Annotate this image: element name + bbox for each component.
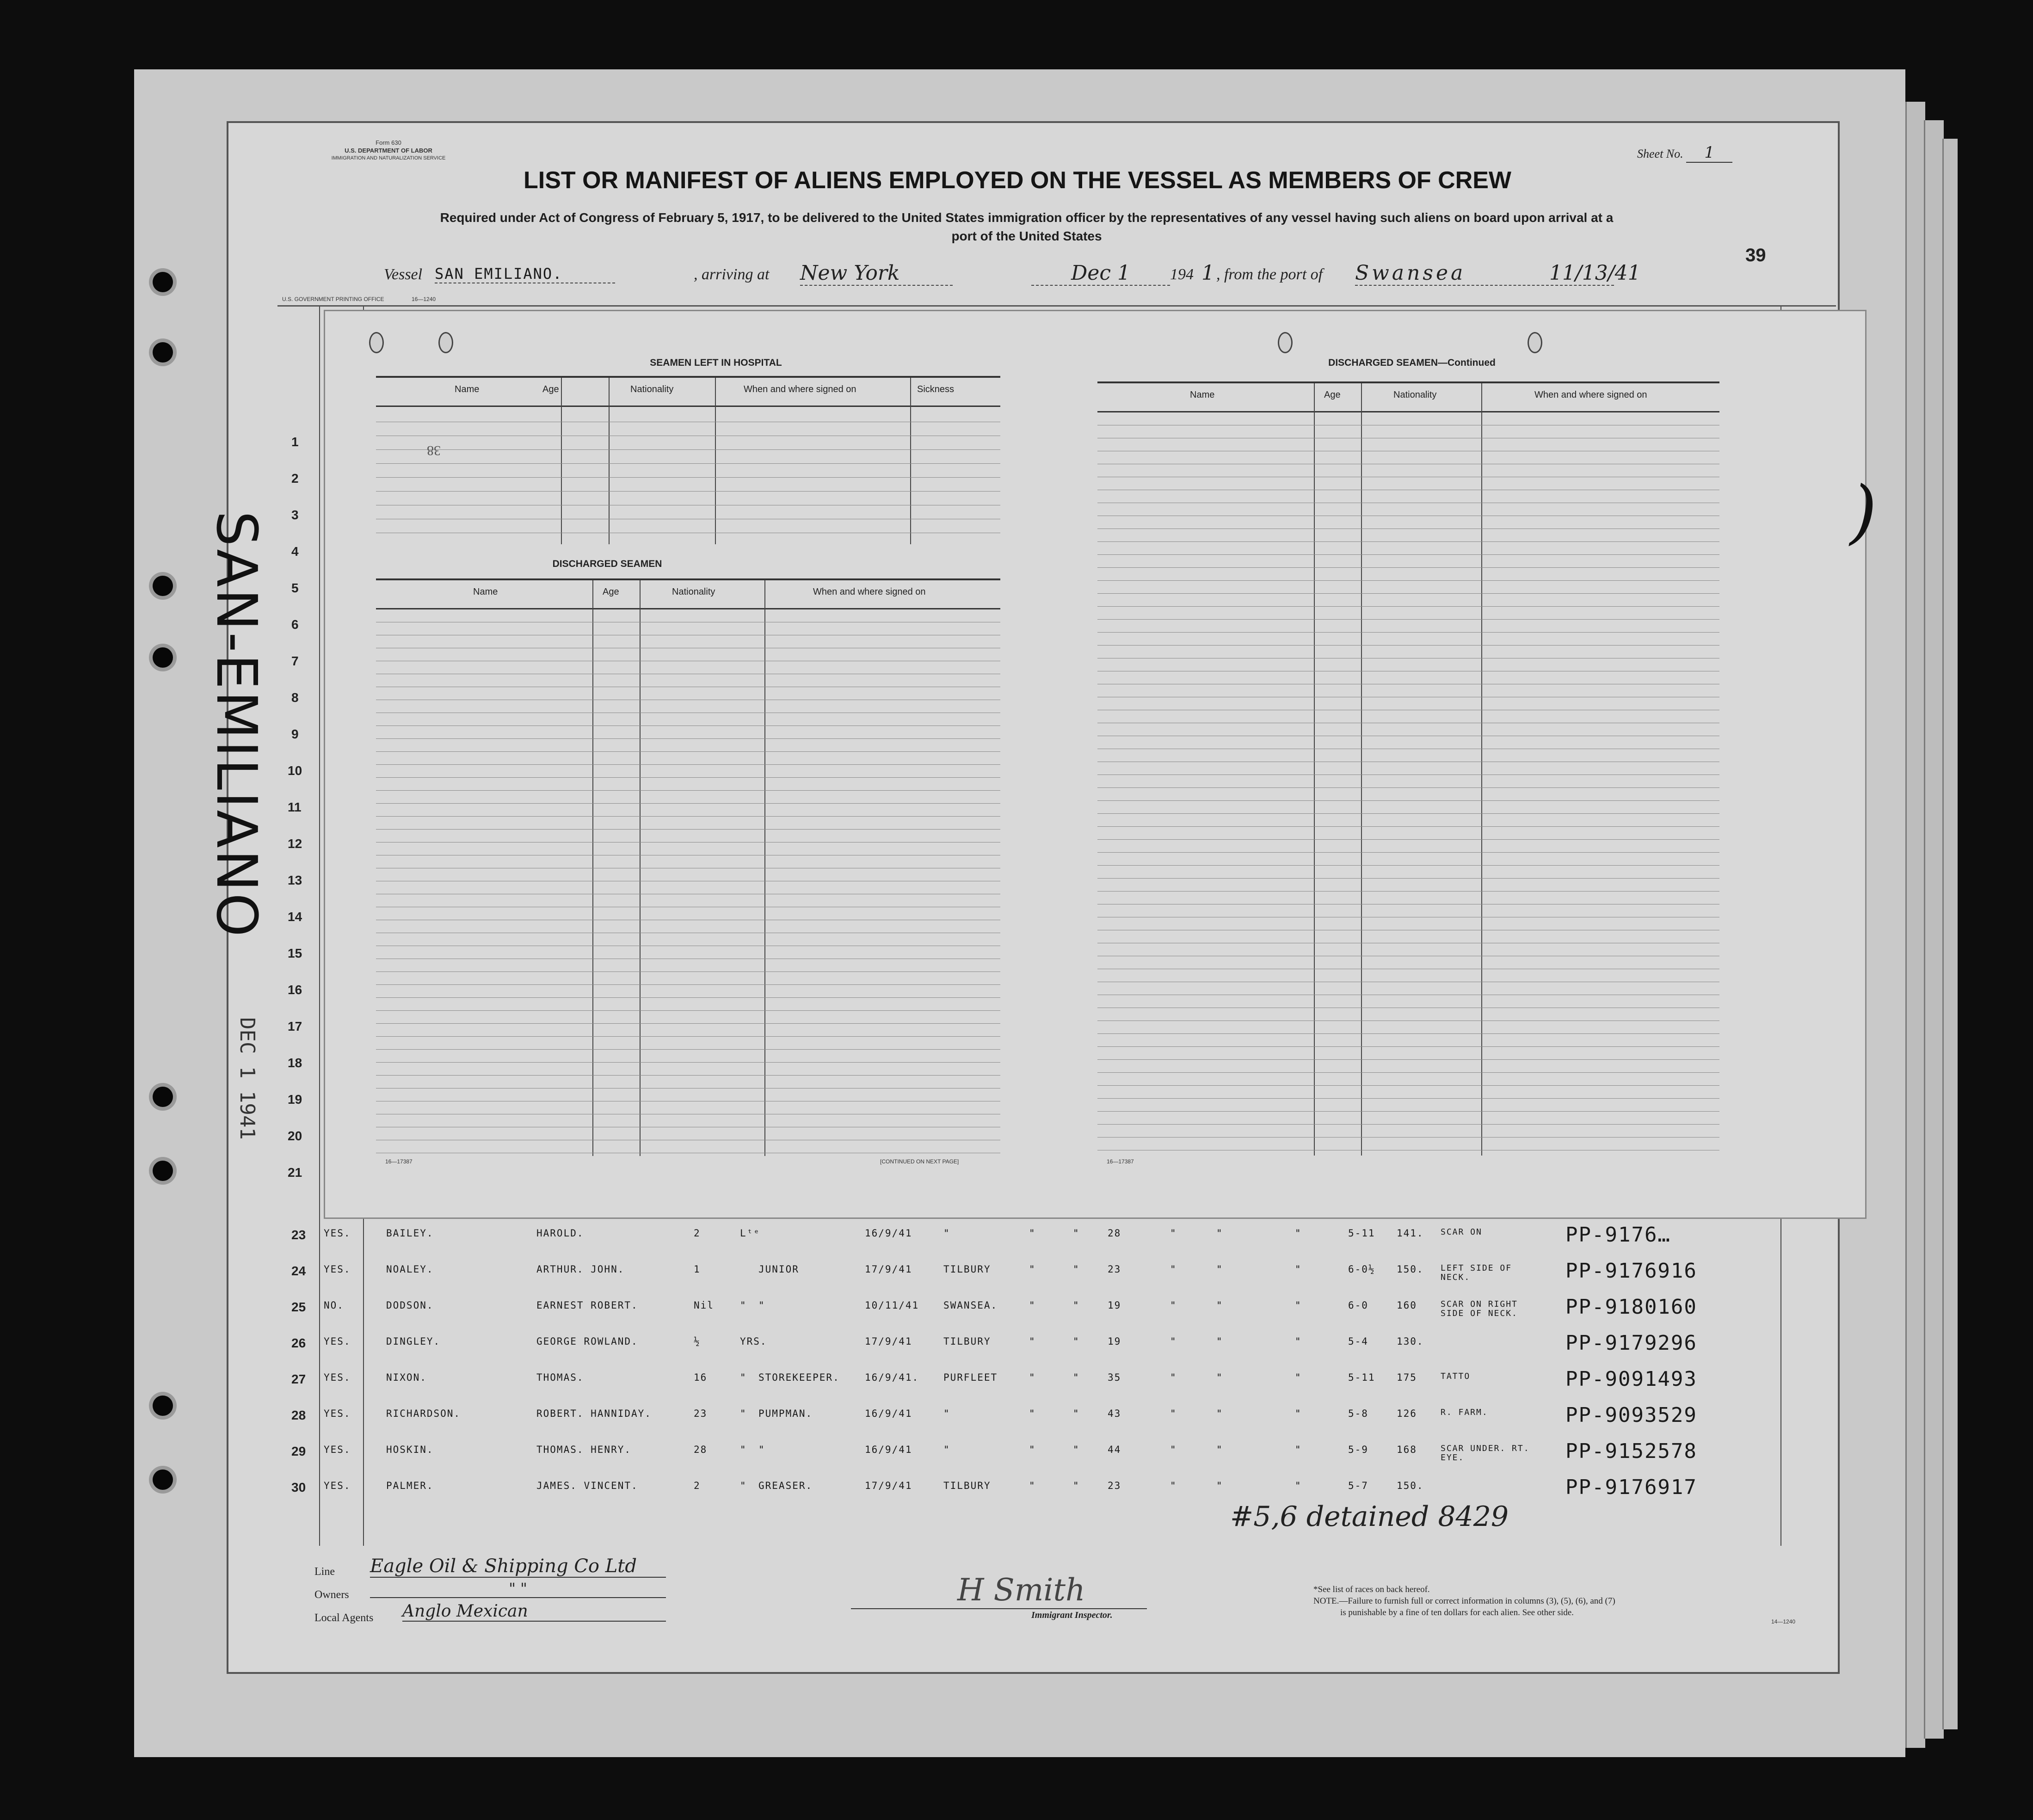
vessel-line xyxy=(384,261,1854,289)
weight-cell: 150. xyxy=(1397,1264,1424,1275)
ruled-line xyxy=(376,1062,1000,1063)
row-number: 14 xyxy=(288,910,302,924)
ruled-line xyxy=(1097,1137,1719,1138)
ruled-line xyxy=(1097,567,1719,568)
line-label: Line xyxy=(314,1566,335,1578)
passport-id-cell: PP-9179296 xyxy=(1565,1331,1697,1355)
ditto-cell: " xyxy=(1029,1336,1036,1347)
ruled-line xyxy=(376,997,1000,998)
ditto-cell: " xyxy=(1295,1372,1302,1383)
age-cell: 23 xyxy=(1108,1480,1121,1491)
punch-hole xyxy=(153,1470,173,1490)
ruled-line xyxy=(376,790,1000,791)
age-cell: 23 xyxy=(1108,1264,1121,1275)
position-cell: PUMPMAN. xyxy=(758,1408,813,1419)
weight-cell: 130. xyxy=(1397,1336,1424,1347)
ruled-line xyxy=(1097,878,1719,879)
height-cell: 5-4 xyxy=(1348,1336,1368,1347)
marks-cell: SCAR ON xyxy=(1441,1227,1482,1237)
ruled-line xyxy=(376,971,1000,972)
surname-cell: NIXON. xyxy=(386,1372,427,1383)
continued-col-signed: When and where signed on xyxy=(1534,390,1647,400)
date-stamp xyxy=(231,1017,259,1156)
page-number: 39 xyxy=(1745,245,1766,265)
height-cell: 5-9 xyxy=(1348,1444,1368,1455)
ruled-line xyxy=(376,816,1000,817)
hospital-section-title: SEAMEN LEFT IN HOSPITAL xyxy=(650,357,782,368)
given-name-cell: GEORGE ROWLAND. xyxy=(536,1336,638,1347)
vessel-label: Vessel xyxy=(384,266,423,283)
age-cell: 35 xyxy=(1108,1372,1121,1383)
ruled-line xyxy=(1097,645,1719,646)
ditto-cell: " xyxy=(1295,1408,1302,1419)
owners-label: Owners xyxy=(314,1589,349,1601)
marks-cell: SCAR ON RIGHT SIDE OF NECK. xyxy=(1441,1299,1518,1318)
footnote-fine-2: is punishable by a fine of ten dollars for each alien. See other side. xyxy=(1340,1608,1574,1617)
marks-cell: R. FARM. xyxy=(1441,1408,1488,1417)
ruled-line xyxy=(1097,606,1719,607)
signed-on-date-cell: 16/9/41 xyxy=(865,1228,912,1239)
rating-cell: " xyxy=(740,1444,747,1455)
date-stamp-text: DEC 1 1941 xyxy=(235,1017,259,1140)
form-number: Form 630 xyxy=(376,139,401,146)
passport-id-cell: PP-9176917 xyxy=(1565,1476,1697,1499)
discharged-section-title: DISCHARGED SEAMEN xyxy=(552,559,662,569)
overlay-hole xyxy=(1528,332,1542,353)
arriving-port: New York xyxy=(800,261,953,286)
ditto-cell: " xyxy=(1216,1480,1223,1491)
passport-id-cell: PP-9091493 xyxy=(1565,1367,1697,1391)
row-number: 17 xyxy=(288,1019,302,1033)
punch-hole xyxy=(153,647,173,668)
signed-on-place-cell: SWANSEA. xyxy=(943,1300,998,1311)
hospital-col-nationality: Nationality xyxy=(630,384,674,394)
signed-on-date-cell: 17/9/41 xyxy=(865,1264,912,1275)
signed-on-date-cell: 16/9/41. xyxy=(865,1372,919,1383)
height-cell: 6-0½ xyxy=(1348,1264,1375,1275)
ruled-line xyxy=(1097,632,1719,633)
ruled-line xyxy=(1097,554,1719,555)
rating-cell: Lᵗᵉ xyxy=(740,1228,760,1239)
rating-cell: YRS. xyxy=(740,1336,767,1347)
passport-id-cell: PP-9093529 xyxy=(1565,1403,1697,1427)
signed-on-date-cell: 16/9/41 xyxy=(865,1444,912,1455)
ruled-line xyxy=(376,1023,1000,1024)
signed-on-place-cell: TILBURY xyxy=(943,1480,991,1491)
punch-hole xyxy=(153,1396,173,1416)
ditto-cell: " xyxy=(1073,1480,1080,1491)
ruled-line xyxy=(1097,891,1719,892)
hospital-table xyxy=(376,376,1000,544)
ruled-line xyxy=(376,1036,1000,1037)
ditto-cell: " xyxy=(1170,1228,1177,1239)
footer-code-left: 16—17387 xyxy=(385,1158,413,1165)
row-number: 1 xyxy=(291,435,299,449)
can-read-cell: NO. xyxy=(324,1300,344,1311)
rating-cell: " xyxy=(740,1480,747,1491)
row-number: 16 xyxy=(288,983,302,997)
signed-on-place-cell: TILBURY xyxy=(943,1264,991,1275)
arrival-date: Dec 1 xyxy=(1031,261,1170,286)
discharged-table xyxy=(376,578,1000,1156)
ruled-line xyxy=(376,1010,1000,1011)
weight-cell: 126 xyxy=(1397,1408,1417,1419)
surname-cell: NOALEY. xyxy=(386,1264,434,1275)
weight-cell: 160 xyxy=(1397,1300,1417,1311)
row-number: 5 xyxy=(291,581,299,595)
stacked-sheet-edge xyxy=(1905,102,1925,1748)
ditto-cell: " xyxy=(1073,1444,1080,1455)
ruled-line xyxy=(376,1049,1000,1050)
ruled-line xyxy=(1097,580,1719,581)
row-number: 11 xyxy=(288,800,302,814)
position-cell: " xyxy=(758,1444,765,1455)
ditto-cell: " xyxy=(1216,1372,1223,1383)
from-port-date: 11/13/41 xyxy=(1549,261,1641,285)
age-cell: 28 xyxy=(1108,1228,1121,1239)
ditto-cell: " xyxy=(1029,1264,1036,1275)
years-at-sea-cell: Nil xyxy=(694,1300,714,1311)
ruled-line xyxy=(1097,1059,1719,1060)
stacked-sheet-edge xyxy=(1924,120,1944,1739)
agents-label: Local Agents xyxy=(314,1612,374,1624)
ruled-line xyxy=(1097,852,1719,853)
ditto-cell: " xyxy=(1029,1444,1036,1455)
ditto-cell: " xyxy=(1073,1300,1080,1311)
discharged-col-age: Age xyxy=(603,587,619,597)
row-number: 20 xyxy=(288,1129,302,1143)
can-read-cell: YES. xyxy=(324,1372,351,1383)
ditto-cell: " xyxy=(1029,1372,1036,1383)
row-number: 9 xyxy=(291,727,299,741)
ditto-cell: " xyxy=(1216,1444,1223,1455)
ditto-cell: " xyxy=(1216,1264,1223,1275)
ditto-cell: " xyxy=(1295,1264,1302,1275)
signed-on-place-cell: PURFLEET xyxy=(943,1372,998,1383)
ditto-cell: " xyxy=(1073,1372,1080,1383)
height-cell: 6-0 xyxy=(1348,1300,1368,1311)
years-at-sea-cell: ½ xyxy=(694,1336,701,1347)
can-read-cell: YES. xyxy=(324,1480,351,1491)
footer-form-code: 14—1240 xyxy=(1771,1618,1796,1625)
surname-cell: PALMER. xyxy=(386,1480,434,1491)
age-cell: 19 xyxy=(1108,1336,1121,1347)
ruled-line xyxy=(1097,1033,1719,1034)
marks-cell: SCAR UNDER. RT. EYE. xyxy=(1441,1444,1530,1463)
row-number: 7 xyxy=(291,654,299,668)
ditto-cell: " xyxy=(1295,1480,1302,1491)
years-at-sea-cell: 2 xyxy=(694,1228,701,1239)
owners-value: " " xyxy=(370,1580,666,1598)
years-at-sea-cell: 23 xyxy=(694,1408,708,1419)
row-number: 3 xyxy=(291,508,299,522)
ruled-line xyxy=(1097,865,1719,866)
hospital-col-signed: When and where signed on xyxy=(744,384,856,394)
year-suffix: 1 xyxy=(1201,261,1214,285)
surname-cell: RICHARDSON. xyxy=(386,1408,461,1419)
ruled-line xyxy=(1097,1124,1719,1125)
footnote-fine-1: NOTE.—Failure to furnish full or correct information in columns (3), (5), (6), and (7) xyxy=(1313,1596,1615,1606)
row-number: 15 xyxy=(288,946,302,960)
discharged-continued-title: DISCHARGED SEAMEN—Continued xyxy=(1328,357,1496,368)
stacked-sheet-edge xyxy=(1942,139,1958,1729)
row-number: 2 xyxy=(291,471,299,486)
service-name: IMMIGRATION AND NATURALIZATION SERVICE xyxy=(331,155,446,161)
ditto-cell: " xyxy=(1170,1372,1177,1383)
height-cell: 5-11 xyxy=(1348,1372,1375,1383)
ditto-cell: " xyxy=(1170,1336,1177,1347)
ruled-line xyxy=(1097,839,1719,840)
age-cell: 44 xyxy=(1108,1444,1121,1455)
given-name-cell: JAMES. VINCENT. xyxy=(536,1480,638,1491)
ruled-line xyxy=(1097,813,1719,814)
can-read-cell: YES. xyxy=(324,1336,351,1347)
row-number: 4 xyxy=(291,544,299,559)
line-owner-block xyxy=(310,1556,865,1655)
punch-hole xyxy=(153,342,173,363)
department-name: U.S. DEPARTMENT OF LABOR xyxy=(345,147,432,154)
signed-on-place-cell: " xyxy=(943,1444,950,1455)
years-at-sea-cell: 28 xyxy=(694,1444,708,1455)
height-cell: 5-11 xyxy=(1348,1228,1375,1239)
sheet-number: 1 xyxy=(1686,143,1732,163)
height-cell: 5-8 xyxy=(1348,1408,1368,1419)
row-number: 18 xyxy=(288,1056,302,1070)
years-at-sea-cell: 1 xyxy=(694,1264,701,1275)
ruled-line xyxy=(376,738,1000,739)
rating-cell: " xyxy=(740,1372,747,1383)
ditto-cell: " xyxy=(1029,1408,1036,1419)
ruled-line xyxy=(376,829,1000,830)
row-number: 8 xyxy=(291,690,299,705)
ruled-line xyxy=(1097,800,1719,801)
arriving-label: , arriving at xyxy=(694,266,770,283)
ditto-cell: " xyxy=(1170,1300,1177,1311)
ruled-line xyxy=(1097,593,1719,594)
position-cell: JUNIOR xyxy=(758,1264,799,1275)
marks-cell: LEFT SIDE OF NECK. xyxy=(1441,1263,1512,1282)
ditto-cell: " xyxy=(1073,1264,1080,1275)
print-code: 16—1240 xyxy=(412,296,436,302)
surname-cell: DINGLEY. xyxy=(386,1336,441,1347)
ruled-line xyxy=(1097,1072,1719,1073)
detention-annotation: #5,6 detained 8429 xyxy=(1230,1500,1509,1533)
can-read-cell: YES. xyxy=(324,1228,351,1239)
margin-bracket-mark: ) xyxy=(1850,472,1877,552)
weight-cell: 175 xyxy=(1397,1372,1417,1383)
row-number: 12 xyxy=(288,836,302,851)
surname-cell: HOSKIN. xyxy=(386,1444,434,1455)
position-cell: GREASER. xyxy=(758,1480,813,1491)
surname-cell: DODSON. xyxy=(386,1300,434,1311)
discharged-col-signed: When and where signed on xyxy=(813,587,926,597)
vessel-name-stamp xyxy=(204,511,268,1020)
row-number: 10 xyxy=(288,763,302,778)
print-office: U.S. GOVERNMENT PRINTING OFFICE xyxy=(282,296,384,302)
can-read-cell: YES. xyxy=(324,1408,351,1419)
discharged-continued-table xyxy=(1097,381,1719,1156)
rating-cell: " xyxy=(740,1300,747,1311)
ditto-cell: " xyxy=(1216,1300,1223,1311)
ditto-cell: " xyxy=(1295,1228,1302,1239)
can-read-cell: YES. xyxy=(324,1264,351,1275)
position-cell: STOREKEEPER. xyxy=(758,1372,840,1383)
punch-hole xyxy=(153,272,173,292)
row-number: 23 xyxy=(291,1228,306,1242)
can-read-cell: YES. xyxy=(324,1444,351,1455)
signed-on-date-cell: 10/11/41 xyxy=(865,1300,919,1311)
signed-on-place-cell: " xyxy=(943,1408,950,1419)
passport-id-cell: PP-9176… xyxy=(1565,1223,1671,1247)
row-number: 6 xyxy=(291,617,299,632)
form-header-agency xyxy=(324,139,453,162)
agents-value: Anglo Mexican xyxy=(402,1602,666,1622)
vessel-stamp-text: SAN-EMILIANO xyxy=(204,511,268,939)
hospital-col-sickness: Sickness xyxy=(917,384,955,394)
overlay-hole xyxy=(369,332,384,353)
marks-cell: TATTO xyxy=(1441,1371,1471,1381)
signed-on-date-cell: 17/9/41 xyxy=(865,1336,912,1347)
ruled-line xyxy=(1097,1111,1719,1112)
punch-hole xyxy=(153,576,173,596)
ruled-line xyxy=(1097,619,1719,620)
passport-id-cell: PP-9180160 xyxy=(1565,1295,1697,1319)
from-port-label: , from the port of xyxy=(1216,266,1323,283)
footnote-races: *See list of races on back hereof. xyxy=(1313,1585,1430,1594)
given-name-cell: THOMAS. HENRY. xyxy=(536,1444,632,1455)
ditto-cell: " xyxy=(1029,1480,1036,1491)
ruled-line xyxy=(376,751,1000,752)
hospital-mark: 38 xyxy=(427,443,441,458)
given-name-cell: THOMAS. xyxy=(536,1372,584,1383)
row-number: 28 xyxy=(291,1408,306,1422)
ditto-cell: " xyxy=(1170,1444,1177,1455)
discharged-col-name: Name xyxy=(473,587,498,597)
ditto-cell: " xyxy=(1073,1228,1080,1239)
ditto-cell: " xyxy=(1073,1336,1080,1347)
ditto-cell: " xyxy=(1295,1336,1302,1347)
row-number: 26 xyxy=(291,1336,306,1350)
page-title: LIST OR MANIFEST OF ALIENS EMPLOYED ON THE VESSEL AS MEMBERS OF CREW xyxy=(524,167,1511,194)
position-cell: " xyxy=(758,1300,765,1311)
given-name-cell: ROBERT. HANNIDAY. xyxy=(536,1408,652,1419)
ruled-line xyxy=(376,1075,1000,1076)
row-number: 24 xyxy=(291,1264,306,1278)
surname-cell: BAILEY. xyxy=(386,1228,434,1239)
inspector-signature-block xyxy=(851,1572,1147,1628)
signed-on-date-cell: 16/9/41 xyxy=(865,1408,912,1419)
height-cell: 5-7 xyxy=(1348,1480,1368,1491)
overlay-hole xyxy=(438,332,453,353)
ditto-cell: " xyxy=(1216,1336,1223,1347)
inspector-label: Immigrant Inspector. xyxy=(1031,1610,1113,1620)
signed-on-place-cell: " xyxy=(943,1228,950,1239)
from-port: Swansea xyxy=(1355,261,1614,286)
ruled-line xyxy=(1097,826,1719,827)
ruled-line xyxy=(1097,787,1719,788)
continued-col-age: Age xyxy=(1324,390,1341,400)
footer-continued: [CONTINUED ON NEXT PAGE] xyxy=(880,1158,959,1165)
ruled-line xyxy=(1097,1098,1719,1099)
ruled-line xyxy=(376,984,1000,985)
age-cell: 19 xyxy=(1108,1300,1121,1311)
ruled-line xyxy=(1097,541,1719,542)
ditto-cell: " xyxy=(1029,1228,1036,1239)
row-number: 19 xyxy=(288,1092,302,1107)
rating-cell: " xyxy=(740,1408,747,1419)
inspector-signature: H Smith xyxy=(957,1572,1085,1608)
ruled-line xyxy=(376,803,1000,804)
given-name-cell: HAROLD. xyxy=(536,1228,584,1239)
sheet-label: Sheet No. xyxy=(1637,147,1683,160)
given-name-cell: ARTHUR. JOHN. xyxy=(536,1264,625,1275)
subtitle-line-1: Required under Act of Congress of February 5, 1917, to be delivered to the United States immigration officer by the representatives of any vessel having such aliens on board upon arrival at a xyxy=(440,210,1614,225)
weight-cell: 150. xyxy=(1397,1480,1424,1491)
hospital-col-age: Age xyxy=(542,384,559,394)
weight-cell: 141. xyxy=(1397,1228,1424,1239)
signed-on-date-cell: 17/9/41 xyxy=(865,1480,912,1491)
passport-id-cell: PP-9152578 xyxy=(1565,1439,1697,1463)
punch-hole xyxy=(153,1161,173,1181)
ruled-line xyxy=(376,777,1000,778)
row-number: 29 xyxy=(291,1444,306,1458)
given-name-cell: EARNEST ROBERT. xyxy=(536,1300,638,1311)
row-number: 13 xyxy=(288,873,302,887)
line-value: Eagle Oil & Shipping Co Ltd xyxy=(370,1556,666,1578)
years-at-sea-cell: 16 xyxy=(694,1372,708,1383)
footer-code-right: 16—17387 xyxy=(1107,1158,1134,1165)
continued-col-nationality: Nationality xyxy=(1393,390,1437,400)
footnote-block xyxy=(1313,1584,1822,1618)
vessel-name: SAN EMILIANO. xyxy=(435,265,615,283)
row-number: 27 xyxy=(291,1372,306,1386)
ruled-line xyxy=(1097,1085,1719,1086)
ditto-cell: " xyxy=(1295,1300,1302,1311)
ditto-cell: " xyxy=(1170,1264,1177,1275)
ditto-cell: " xyxy=(1170,1408,1177,1419)
discharged-col-nationality: Nationality xyxy=(672,587,715,597)
ditto-cell: " xyxy=(1216,1408,1223,1419)
ditto-cell: " xyxy=(1170,1480,1177,1491)
sheet-number-field xyxy=(1637,143,1732,163)
ditto-cell: " xyxy=(1216,1228,1223,1239)
hospital-col-name: Name xyxy=(455,384,480,394)
ditto-cell: " xyxy=(1295,1444,1302,1455)
continued-col-name: Name xyxy=(1190,390,1215,400)
subtitle-line-2: port of the United States xyxy=(951,229,1102,243)
overlay-sheet xyxy=(324,310,1867,1219)
ditto-cell: " xyxy=(1073,1408,1080,1419)
year-prefix: 194 xyxy=(1170,266,1194,283)
ruled-line xyxy=(1097,1046,1719,1047)
row-number: 21 xyxy=(288,1165,302,1180)
weight-cell: 168 xyxy=(1397,1444,1417,1455)
age-cell: 43 xyxy=(1108,1408,1121,1419)
row-number: 30 xyxy=(291,1480,306,1494)
ditto-cell: " xyxy=(1029,1300,1036,1311)
years-at-sea-cell: 2 xyxy=(694,1480,701,1491)
signed-on-place-cell: TILBURY xyxy=(943,1336,991,1347)
ruled-line xyxy=(376,764,1000,765)
passport-id-cell: PP-9176916 xyxy=(1565,1259,1697,1283)
overlay-hole xyxy=(1278,332,1293,353)
punch-hole xyxy=(153,1087,173,1107)
row-number: 25 xyxy=(291,1300,306,1314)
